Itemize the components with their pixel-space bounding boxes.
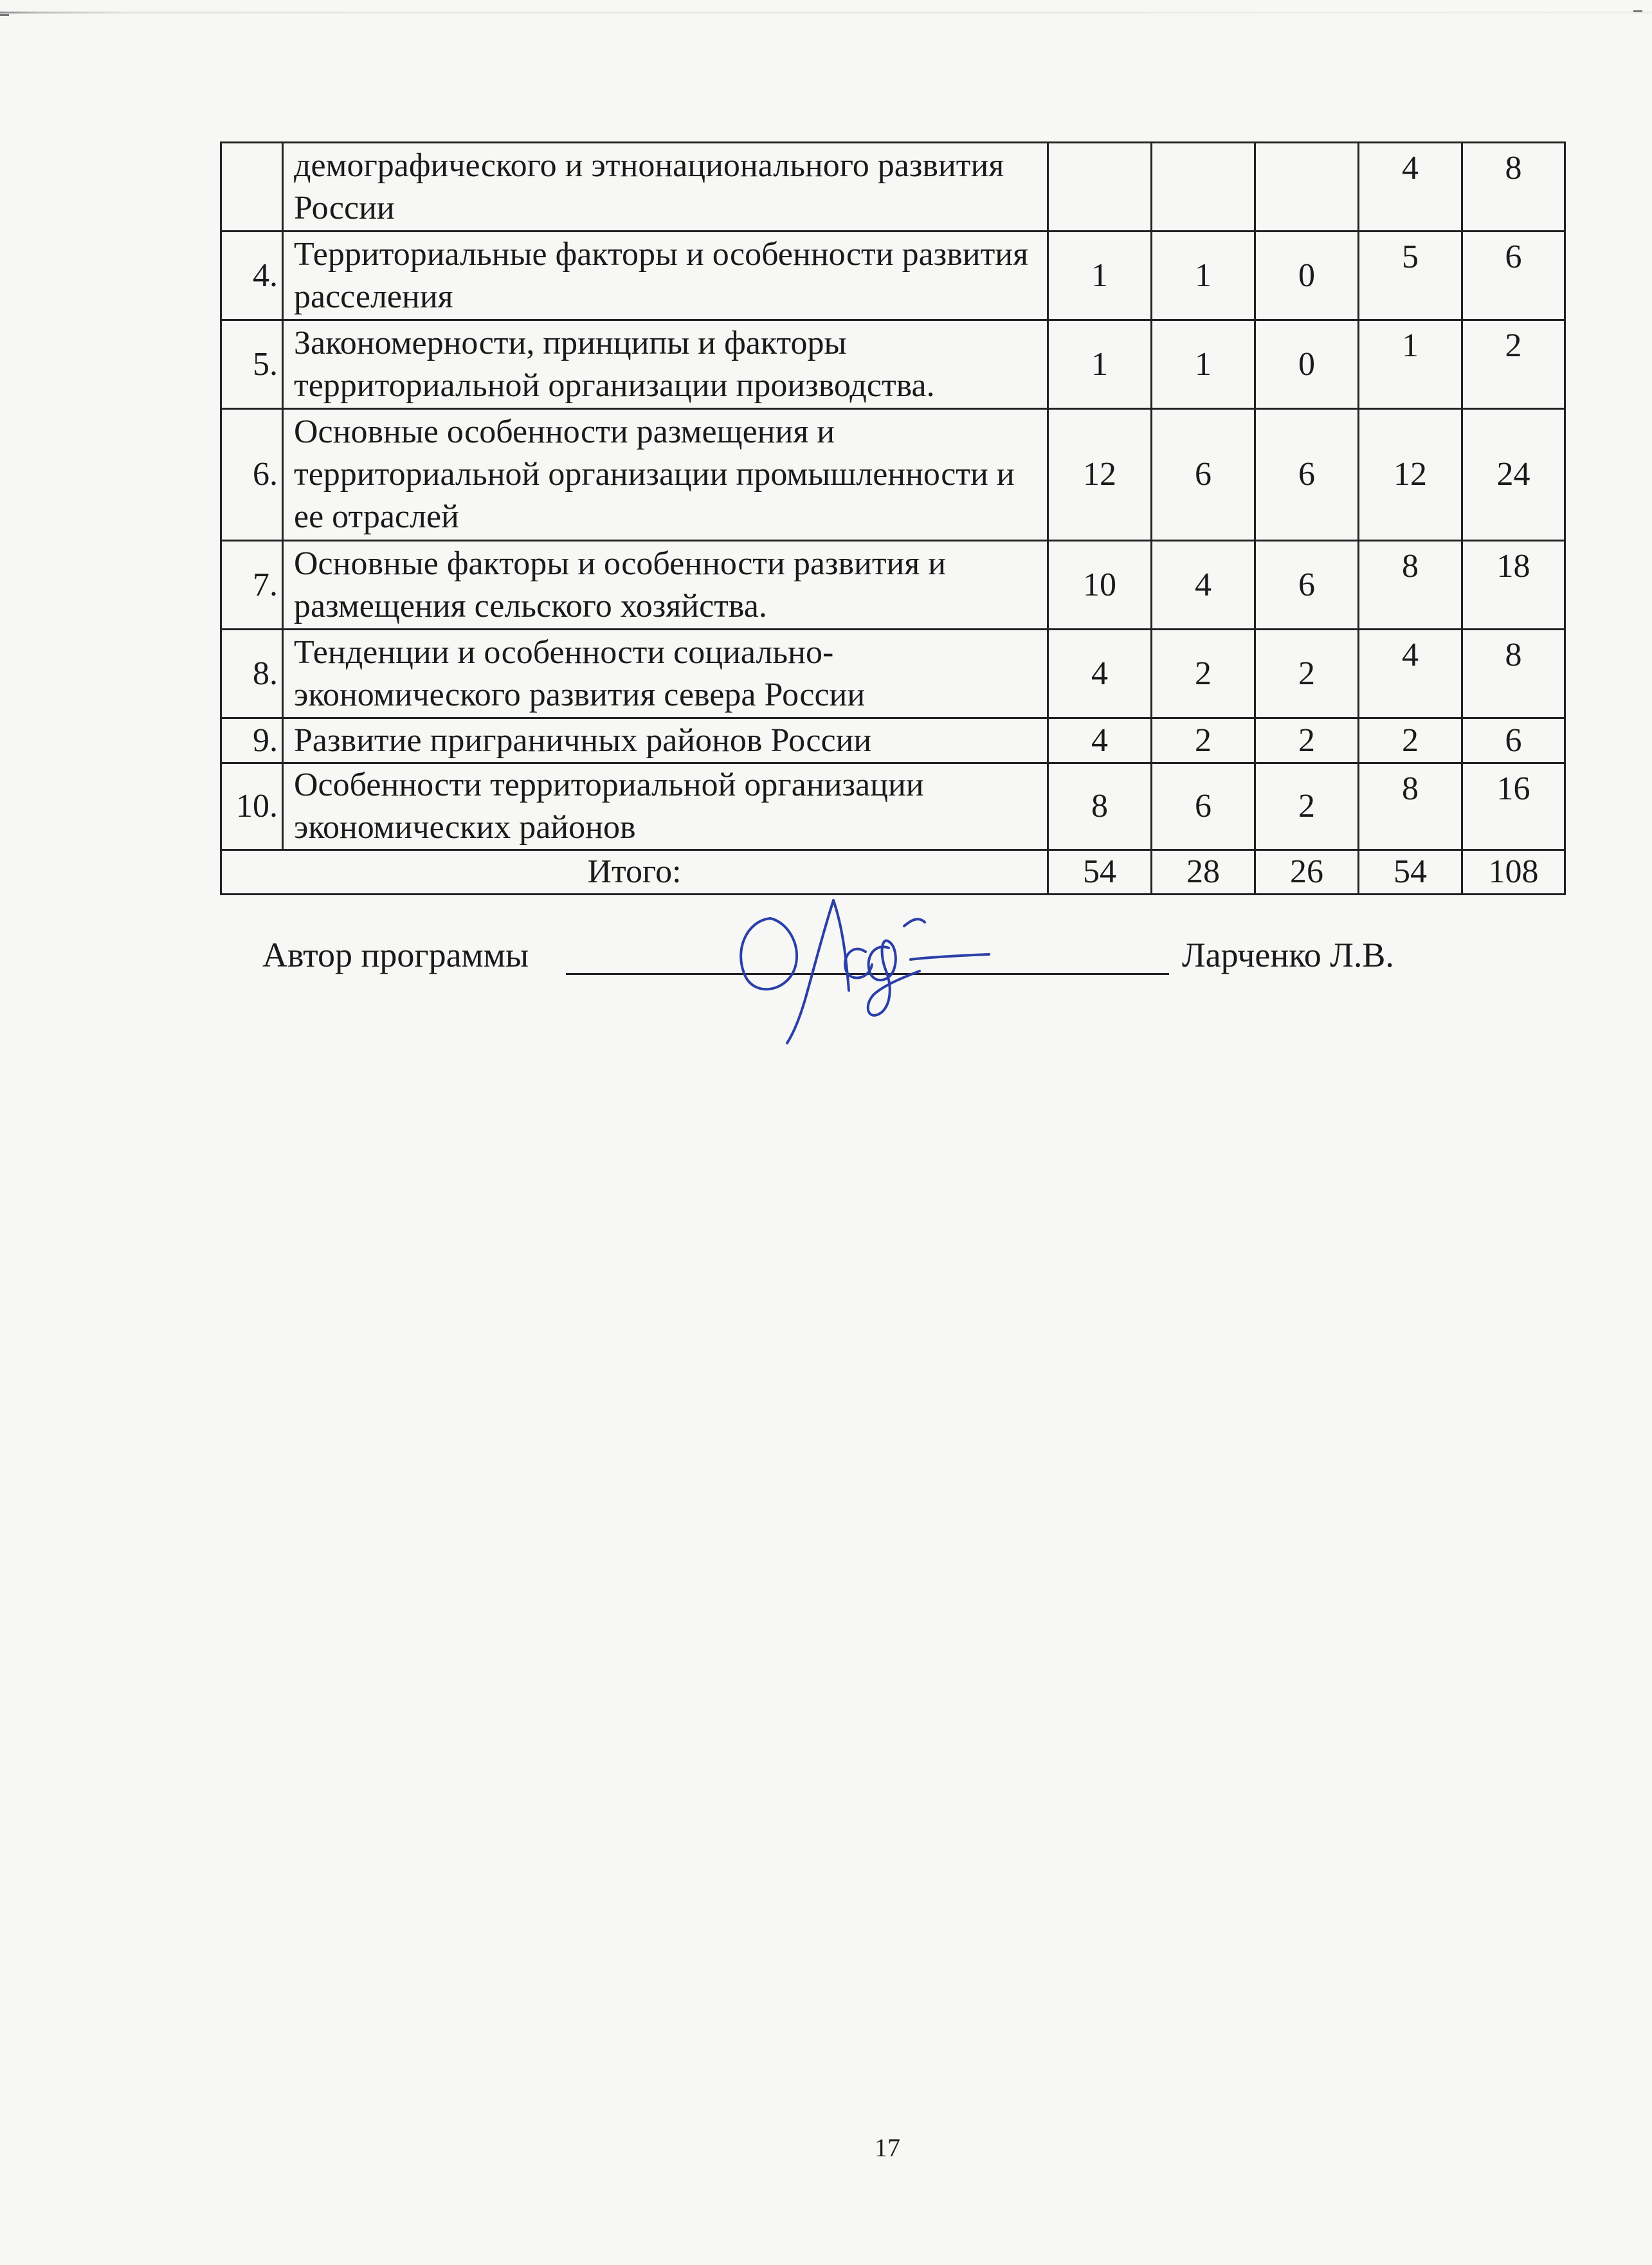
table-row xyxy=(221,320,1565,409)
row-number: 8. xyxy=(221,630,283,718)
value-cell: 4 xyxy=(1152,541,1255,630)
value-cell: 4 xyxy=(1048,718,1152,763)
value-cell: 8 xyxy=(1462,143,1565,232)
value-cell: 4 xyxy=(1048,630,1152,718)
row-number: 9. xyxy=(221,718,283,763)
value-cell: 2 xyxy=(1152,630,1255,718)
value-cell xyxy=(1048,143,1152,232)
total-label: Итого: xyxy=(221,850,1048,895)
row-number xyxy=(221,143,283,232)
value-cell: 6 xyxy=(1255,409,1359,541)
row-number: 7. xyxy=(221,541,283,630)
value-cell: 12 xyxy=(1048,409,1152,541)
author-label: Автор программы xyxy=(262,936,529,974)
row-number: 6. xyxy=(221,409,283,541)
value-cell: 8 xyxy=(1359,541,1462,630)
table-row xyxy=(221,232,1565,320)
value-cell xyxy=(1255,143,1359,232)
total-value: 28 xyxy=(1152,850,1255,895)
value-cell: 8 xyxy=(1462,630,1565,718)
topic-cell: Особенности территориальной организации экономических районов xyxy=(283,763,1048,850)
value-cell: 4 xyxy=(1359,630,1462,718)
table-row xyxy=(221,630,1565,718)
row-number: 4. xyxy=(221,232,283,320)
value-cell: 4 xyxy=(1359,143,1462,232)
table-row xyxy=(221,718,1565,763)
value-cell: 10 xyxy=(1048,541,1152,630)
value-cell: 1 xyxy=(1048,232,1152,320)
value-cell: 12 xyxy=(1359,409,1462,541)
value-cell: 6 xyxy=(1255,541,1359,630)
value-cell: 0 xyxy=(1255,232,1359,320)
value-cell: 5 xyxy=(1359,232,1462,320)
topic-cell: Закономерности, принципы и факторы территориальной организации производства. xyxy=(283,320,1048,409)
value-cell: 6 xyxy=(1152,763,1255,850)
page-number: 17 xyxy=(875,2133,900,2162)
scan-mark-left xyxy=(0,14,9,16)
topic-cell: демографического и этнонационального развития России xyxy=(283,143,1048,232)
value-cell: 0 xyxy=(1255,320,1359,409)
topic-cell: Тенденции и особенности социально-экономического развития севера России xyxy=(283,630,1048,718)
value-cell: 8 xyxy=(1359,763,1462,850)
table-row xyxy=(221,409,1565,541)
value-cell xyxy=(1152,143,1255,232)
value-cell: 24 xyxy=(1462,409,1565,541)
topic-cell: Основные особенности размещения и территориальной организации промышленности и ее отраслей xyxy=(283,409,1048,541)
table-row xyxy=(221,143,1565,232)
value-cell: 1 xyxy=(1152,320,1255,409)
row-number: 5. xyxy=(221,320,283,409)
topic-cell: Развитие приграничных районов России xyxy=(283,718,1048,763)
total-value: 108 xyxy=(1462,850,1565,895)
scan-top-edge xyxy=(0,12,1652,14)
table-row xyxy=(221,541,1565,630)
value-cell: 2 xyxy=(1255,630,1359,718)
row-number: 10. xyxy=(221,763,283,850)
value-cell: 1 xyxy=(1152,232,1255,320)
value-cell: 18 xyxy=(1462,541,1565,630)
author-name: Ларченко Л.В. xyxy=(1182,936,1394,974)
total-value: 54 xyxy=(1048,850,1152,895)
value-cell: 2 xyxy=(1359,718,1462,763)
value-cell: 6 xyxy=(1152,409,1255,541)
value-cell: 8 xyxy=(1048,763,1152,850)
value-cell: 2 xyxy=(1255,763,1359,850)
course-hours-table xyxy=(220,141,1566,895)
value-cell: 6 xyxy=(1462,232,1565,320)
value-cell: 16 xyxy=(1462,763,1565,850)
total-value: 26 xyxy=(1255,850,1359,895)
value-cell: 2 xyxy=(1152,718,1255,763)
value-cell: 1 xyxy=(1359,320,1462,409)
handwritten-signature xyxy=(720,881,990,1048)
value-cell: 2 xyxy=(1255,718,1359,763)
total-value: 54 xyxy=(1359,850,1462,895)
value-cell: 1 xyxy=(1048,320,1152,409)
scan-mark-right xyxy=(1633,10,1642,12)
topic-cell: Основные факторы и особенности развития и размещения сельского хозяйства. xyxy=(283,541,1048,630)
value-cell: 6 xyxy=(1462,718,1565,763)
value-cell: 2 xyxy=(1462,320,1565,409)
topic-cell: Территориальные факторы и особенности развития расселения xyxy=(283,232,1048,320)
table-row xyxy=(221,763,1565,850)
